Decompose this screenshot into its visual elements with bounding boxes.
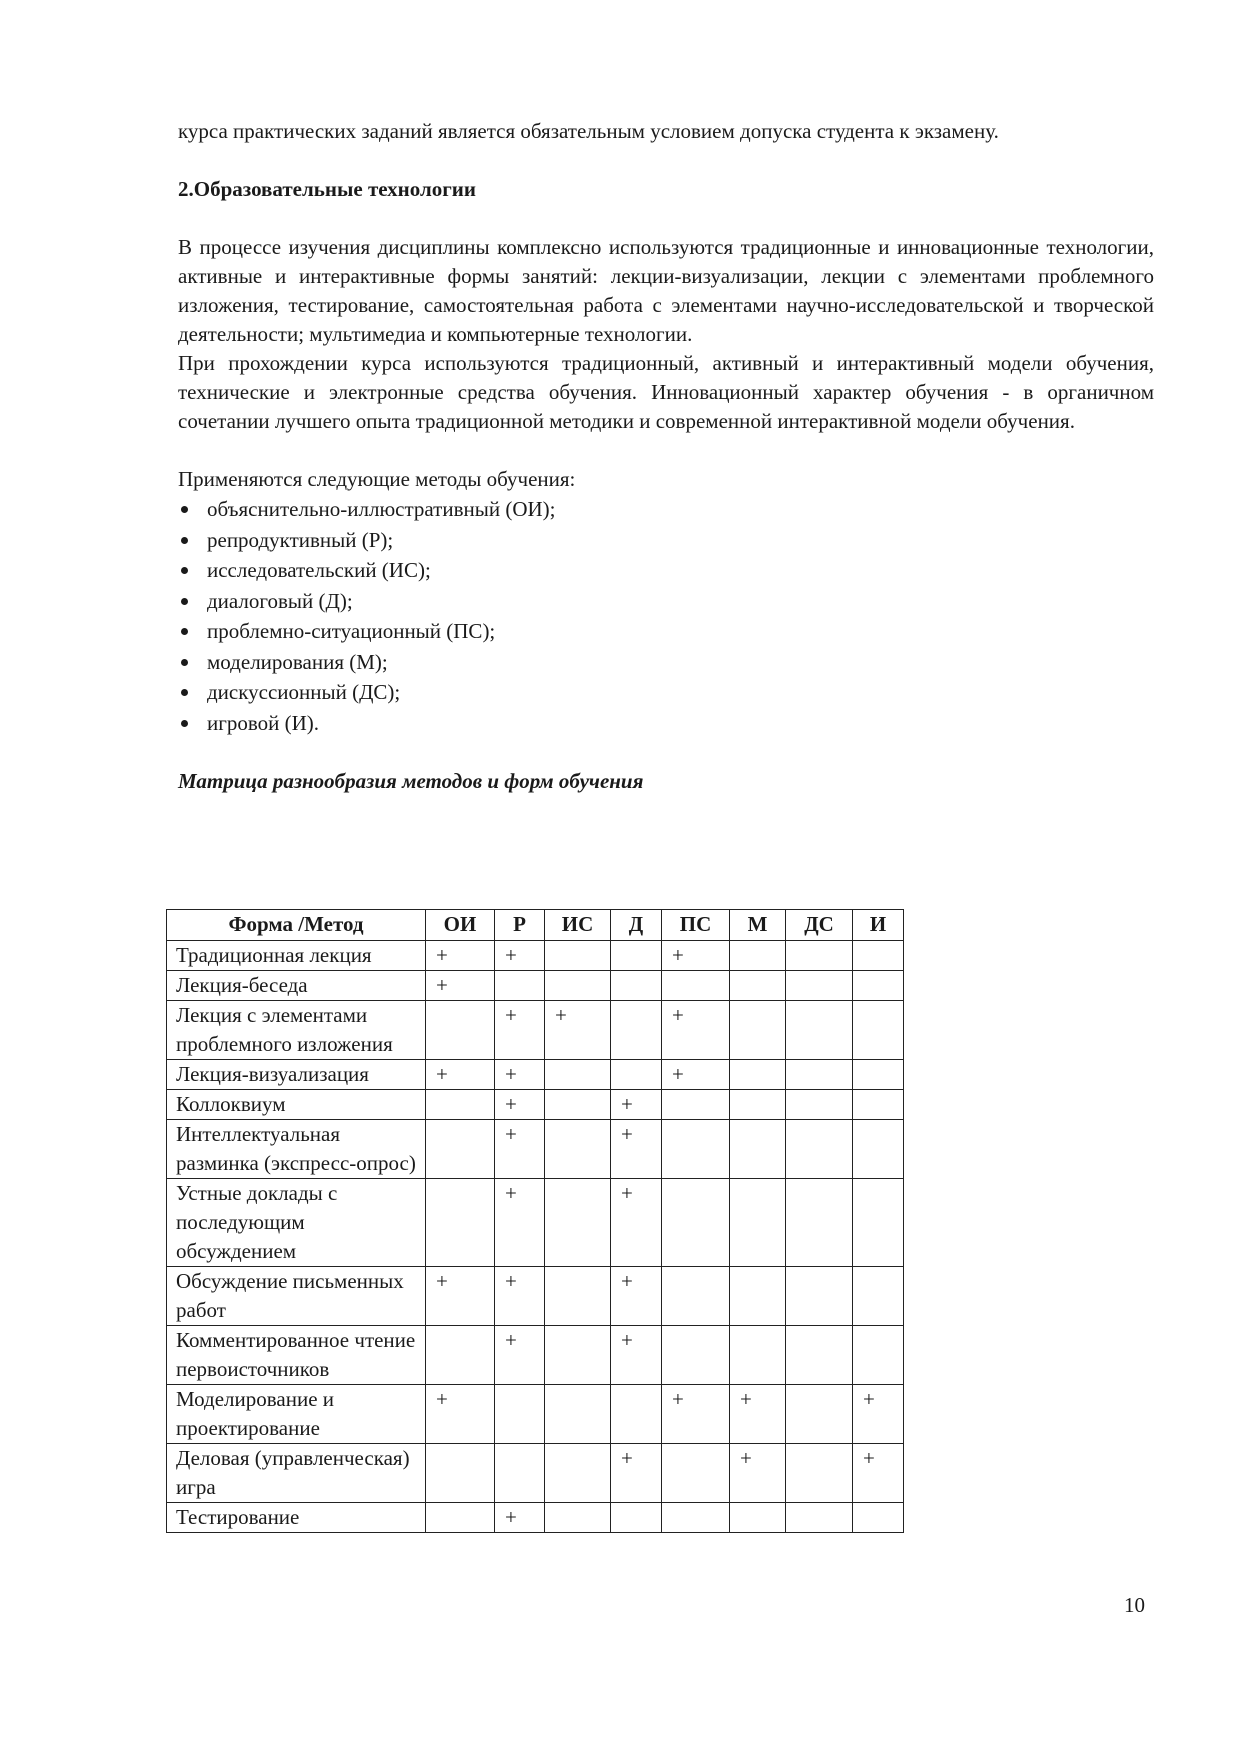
method-mark-cell: [730, 1267, 786, 1326]
method-list-item: [178, 647, 1154, 678]
method-mark-cell: +: [611, 1120, 662, 1179]
method-mark-cell: +: [545, 1001, 611, 1060]
table-header-cell: ДС: [786, 910, 853, 941]
method-mark-cell: [545, 1060, 611, 1090]
method-mark-cell: +: [495, 1090, 545, 1120]
method-list-item: [178, 555, 1154, 586]
method-mark-cell: +: [495, 1326, 545, 1385]
form-name-cell: Обсуждение письменных работ: [167, 1267, 426, 1326]
method-mark-cell: [786, 971, 853, 1001]
table-caption: Матрица разнообразия методов и форм обучения: [178, 769, 644, 793]
bullet-icon: [181, 659, 188, 666]
method-label: игровой (И).: [207, 710, 320, 735]
method-mark-cell: [730, 1090, 786, 1120]
paragraph-technologies: В процессе изучения дисциплины комплексно используются традиционные и инновационные технологии, активные и интерактивные формы занятий: лекции-визуализации, лекции с элементами проблемного изложения, тестирование, самостоятельная работа с элементами научно-исследовательской и творческой деятельности; мультимедиа и компьютерные технологии.: [178, 235, 1154, 346]
method-mark-cell: +: [426, 1060, 495, 1090]
form-name-cell: Коллоквиум: [167, 1090, 426, 1120]
form-name-cell: Лекция-визуализация: [167, 1060, 426, 1090]
method-mark-cell: +: [495, 1503, 545, 1533]
table-row: [167, 1267, 904, 1326]
method-mark-cell: [786, 941, 853, 971]
method-list-item: [178, 494, 1154, 525]
method-mark-cell: +: [611, 1326, 662, 1385]
method-mark-cell: [730, 1001, 786, 1060]
method-mark-cell: +: [662, 1385, 730, 1444]
method-mark-cell: [786, 1090, 853, 1120]
methods-list: [178, 494, 1154, 738]
method-mark-cell: [426, 1326, 495, 1385]
method-mark-cell: [853, 1090, 904, 1120]
method-mark-cell: +: [730, 1385, 786, 1444]
method-mark-cell: +: [426, 971, 495, 1001]
table-row: [167, 1120, 904, 1179]
method-mark-cell: [786, 1326, 853, 1385]
form-name-cell: Деловая (управленческая) игра: [167, 1444, 426, 1503]
method-mark-cell: [853, 941, 904, 971]
method-list-item: [178, 677, 1154, 708]
method-mark-cell: [545, 1267, 611, 1326]
method-mark-cell: +: [611, 1090, 662, 1120]
method-mark-cell: [662, 1120, 730, 1179]
method-mark-cell: [611, 1001, 662, 1060]
method-label: моделирования (М);: [207, 649, 388, 674]
method-mark-cell: [730, 941, 786, 971]
table-header-cell: М: [730, 910, 786, 941]
bullet-icon: [181, 567, 188, 574]
method-label: диалоговый (Д);: [207, 588, 353, 613]
bullet-icon: [181, 720, 188, 727]
method-mark-cell: [545, 1090, 611, 1120]
table-row: [167, 1179, 904, 1267]
table-row: [167, 1060, 904, 1090]
method-mark-cell: [611, 941, 662, 971]
method-mark-cell: [426, 1090, 495, 1120]
method-mark-cell: [545, 941, 611, 971]
method-label: дискуссионный (ДС);: [207, 680, 401, 704]
table-row: [167, 1444, 904, 1503]
method-mark-cell: [853, 1267, 904, 1326]
bullet-icon: [181, 506, 188, 513]
method-mark-cell: [786, 1444, 853, 1503]
method-mark-cell: [495, 1385, 545, 1444]
method-label: репродуктивный (Р);: [207, 527, 394, 552]
method-mark-cell: +: [730, 1444, 786, 1503]
method-mark-cell: [730, 1503, 786, 1533]
table-header-cell: ОИ: [426, 910, 495, 941]
method-mark-cell: [853, 1120, 904, 1179]
method-mark-cell: +: [611, 1444, 662, 1503]
method-mark-cell: [611, 1060, 662, 1090]
page-content: [178, 117, 1154, 796]
method-mark-cell: [545, 1120, 611, 1179]
method-mark-cell: +: [495, 1060, 545, 1090]
table-row: [167, 971, 904, 1001]
method-mark-cell: [786, 1060, 853, 1090]
method-mark-cell: +: [495, 1001, 545, 1060]
method-mark-cell: [662, 1267, 730, 1326]
method-mark-cell: [730, 971, 786, 1001]
method-mark-cell: +: [611, 1267, 662, 1326]
table-header-cell: ИС: [545, 910, 611, 941]
method-mark-cell: [853, 1179, 904, 1267]
method-label: объяснительно-иллюстративный (ОИ);: [207, 497, 556, 521]
method-list-item: [178, 708, 1154, 739]
table-header-row: [167, 910, 904, 941]
table-header-cell: Р: [495, 910, 545, 941]
method-mark-cell: [662, 1326, 730, 1385]
method-mark-cell: [545, 1444, 611, 1503]
method-mark-cell: +: [495, 1120, 545, 1179]
form-name-cell: Интеллектуальная разминка (экспресс-опрос): [167, 1120, 426, 1179]
table-row: [167, 1090, 904, 1120]
method-mark-cell: [786, 1503, 853, 1533]
bullet-icon: [181, 598, 188, 605]
method-label: исследовательский (ИС);: [207, 558, 431, 582]
bullet-icon: [181, 537, 188, 544]
method-mark-cell: [495, 1444, 545, 1503]
table-row: [167, 941, 904, 971]
method-mark-cell: [853, 1326, 904, 1385]
method-mark-cell: [853, 971, 904, 1001]
method-mark-cell: +: [853, 1385, 904, 1444]
method-mark-cell: +: [662, 1060, 730, 1090]
method-mark-cell: [730, 1120, 786, 1179]
form-name-cell: Лекция с элементами проблемного изложения: [167, 1001, 426, 1060]
table-row: [167, 1503, 904, 1533]
method-mark-cell: +: [495, 1179, 545, 1267]
method-mark-cell: [611, 971, 662, 1001]
methods-intro: Применяются следующие методы обучения:: [178, 467, 576, 491]
method-mark-cell: [545, 971, 611, 1001]
method-mark-cell: [495, 971, 545, 1001]
form-name-cell: Комментированное чтение первоисточников: [167, 1326, 426, 1385]
method-mark-cell: +: [426, 1267, 495, 1326]
method-mark-cell: [611, 1385, 662, 1444]
form-name-cell: Моделирование и проектирование: [167, 1385, 426, 1444]
method-mark-cell: [426, 1179, 495, 1267]
method-mark-cell: [426, 1503, 495, 1533]
method-mark-cell: [426, 1120, 495, 1179]
method-list-item: [178, 616, 1154, 647]
method-mark-cell: +: [662, 941, 730, 971]
method-mark-cell: [545, 1179, 611, 1267]
method-mark-cell: [786, 1385, 853, 1444]
table-row: [167, 1326, 904, 1385]
method-mark-cell: [426, 1444, 495, 1503]
method-mark-cell: +: [495, 941, 545, 971]
table-header-cell: ПС: [662, 910, 730, 941]
method-mark-cell: [786, 1179, 853, 1267]
table-header-cell: Форма /Метод: [167, 910, 426, 941]
paragraph-models: При прохождении курса используются традиционный, активный и интерактивный модели обучения, технические и электронные средства обучения. Инновационный характер обучения - в органичном сочетании лучшего опыта традиционной методики и современной интерактивной модели обучения.: [178, 351, 1154, 433]
form-name-cell: Тестирование: [167, 1503, 426, 1533]
method-mark-cell: +: [662, 1001, 730, 1060]
method-mark-cell: +: [426, 1385, 495, 1444]
table-row: [167, 1385, 904, 1444]
method-mark-cell: [730, 1060, 786, 1090]
method-mark-cell: +: [611, 1179, 662, 1267]
method-mark-cell: [545, 1385, 611, 1444]
method-mark-cell: [730, 1179, 786, 1267]
table-header-cell: И: [853, 910, 904, 941]
method-mark-cell: [786, 1001, 853, 1060]
method-mark-cell: [730, 1326, 786, 1385]
method-mark-cell: [853, 1001, 904, 1060]
table-row: [167, 1001, 904, 1060]
table-header-cell: Д: [611, 910, 662, 941]
method-mark-cell: [545, 1326, 611, 1385]
form-name-cell: Традиционная лекция: [167, 941, 426, 971]
method-mark-cell: [662, 1090, 730, 1120]
method-label: проблемно-ситуационный (ПС);: [207, 619, 496, 643]
method-mark-cell: [662, 1444, 730, 1503]
method-mark-cell: [853, 1060, 904, 1090]
method-list-item: [178, 525, 1154, 556]
form-name-cell: Устные доклады с последующим обсуждением: [167, 1179, 426, 1267]
method-mark-cell: [786, 1120, 853, 1179]
section-heading: 2.Образовательные технологии: [178, 177, 476, 201]
method-list-item: [178, 586, 1154, 617]
paragraph-continuation: курса практических заданий является обязательным условием допуска студента к экзамену.: [178, 119, 999, 143]
method-mark-cell: [662, 1503, 730, 1533]
method-mark-cell: [853, 1503, 904, 1533]
bullet-icon: [181, 628, 188, 635]
method-mark-cell: [662, 1179, 730, 1267]
method-mark-cell: [611, 1503, 662, 1533]
method-mark-cell: [545, 1503, 611, 1533]
method-mark-cell: [786, 1267, 853, 1326]
bullet-icon: [181, 689, 188, 696]
method-mark-cell: +: [426, 941, 495, 971]
method-mark-cell: [426, 1001, 495, 1060]
methods-forms-matrix: [166, 909, 904, 1533]
method-mark-cell: +: [853, 1444, 904, 1503]
method-mark-cell: [662, 971, 730, 1001]
page-number: 10: [1124, 1593, 1145, 1617]
form-name-cell: Лекция-беседа: [167, 971, 426, 1001]
method-mark-cell: +: [495, 1267, 545, 1326]
